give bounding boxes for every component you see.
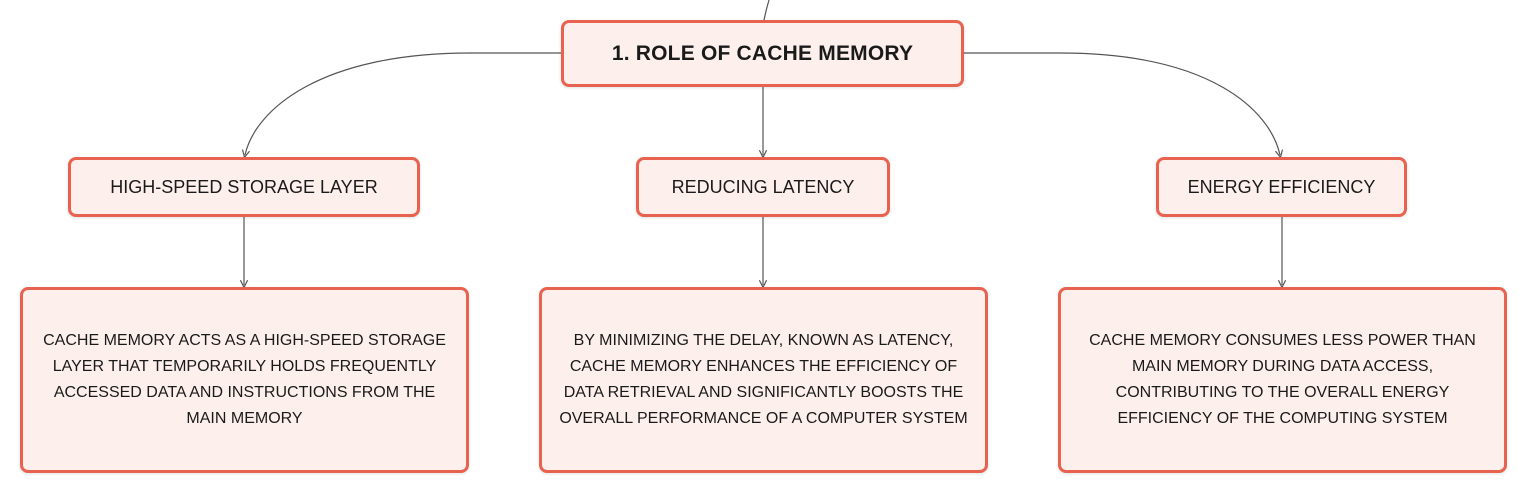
branch-node-energy-efficiency[interactable] [1156,157,1407,217]
detail-node-high-speed-storage[interactable] [20,287,469,473]
connector-root-to-energy [964,53,1280,155]
branch-node-label: ENERGY EFFICIENCY [1187,176,1376,197]
branch-node-label: HIGH-SPEED STORAGE LAYER [110,176,378,197]
branch-node-reducing-latency[interactable] [636,157,890,217]
detail-node-text: CACHE MEMORY CONSUMES LESS POWER THAN MAIN MEMORY DURING DATA ACCESS, CONTRIBUTING TO THE OVERALL ENERGY EFFICIENCY OF THE COMPUTING SYSTEM [1089,332,1476,427]
detail-node-energy-efficiency[interactable] [1058,287,1507,473]
root-node-label: 1. ROLE OF CACHE MEMORY [611,41,914,65]
root-node[interactable] [561,20,964,87]
detail-node-text: CACHE MEMORY ACTS AS A HIGH-SPEED STORAGE LAYER THAT TEMPORARILY HOLDS FREQUENTLY ACCESSED DATA AND INSTRUCTIONS FROM THE MAIN MEMORY [43,332,446,427]
connector-root-to-high-speed [245,53,561,155]
branch-node-high-speed-storage[interactable] [68,157,420,217]
branch-node-label: REDUCING LATENCY [671,176,855,197]
detail-node-text: BY MINIMIZING THE DELAY, KNOWN AS LATENCY, CACHE MEMORY ENHANCES THE EFFICIENCY OF DATA RETRIEVAL AND SIGNIFICANTLY BOOSTS THE OVERALL PERFORMANCE OF A COMPUTER SYSTEM [559,332,968,427]
connector-parent-to-root [764,0,769,20]
detail-node-reducing-latency[interactable] [539,287,988,473]
